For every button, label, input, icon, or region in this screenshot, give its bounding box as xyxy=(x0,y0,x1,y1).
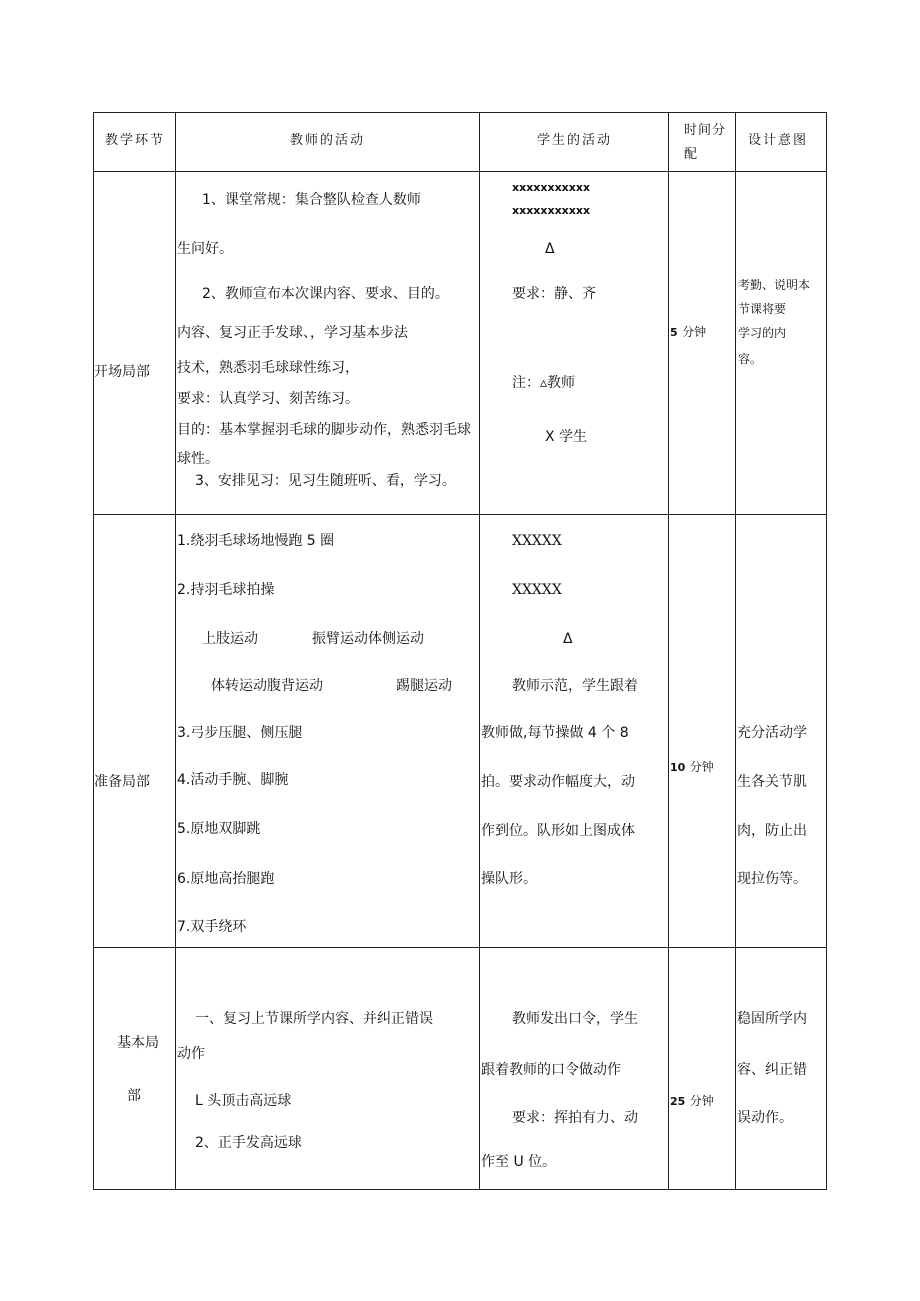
table-border-bottom xyxy=(93,1189,827,1190)
row2-student-line: 拍。要求动作幅度大，动 xyxy=(481,774,635,790)
column-divider-1 xyxy=(175,112,176,1190)
row1-student-legend: 注：▵教师 xyxy=(512,375,576,391)
row3-intent-line: 容、纠正错 xyxy=(737,1062,807,1078)
row1-time-unit: 分钟 xyxy=(682,325,707,339)
row2-teacher-line: 7.双手绕环 xyxy=(177,919,247,935)
table-border-top xyxy=(93,112,827,113)
row2-stage: 准备局部 xyxy=(94,774,150,790)
row2-student-line: 教师做,每节操做 4 个 8 xyxy=(481,725,629,741)
table-divider-row1 xyxy=(93,514,827,515)
row1-student-formation: xxxxxxxxxxx xyxy=(512,204,591,217)
row3-intent-line: 稳固所学内 xyxy=(737,1011,807,1027)
row1-teacher-line: 内容、复习正手发球、，学习基本步法 xyxy=(177,325,408,341)
row3-teacher-line: 2、正手发高远球 xyxy=(195,1135,302,1151)
row3-teacher-line: L 头顶击高远球 xyxy=(195,1093,292,1109)
row2-teacher-line: 上肢运动 xyxy=(202,631,258,647)
row2-time xyxy=(670,758,714,777)
row3-student-line: 作至 U 位。 xyxy=(481,1154,557,1170)
row1-time-num: 5 xyxy=(670,326,678,339)
column-divider-2 xyxy=(479,112,480,1190)
table-border-right xyxy=(826,112,827,1190)
row3-student-line: 要求：挥拍有力、动 xyxy=(512,1110,638,1126)
row3-time-num: 25 xyxy=(670,1095,686,1108)
row2-teacher-line: 6.原地高抬腿跑 xyxy=(177,871,275,887)
row3-student-line: 教师发出口令，学生 xyxy=(512,1011,638,1027)
row2-student-formation: XXXXX xyxy=(512,582,562,598)
row2-teacher-line: 4.活动手腕、脚腕 xyxy=(177,772,289,788)
row1-intent-line: 容。 xyxy=(738,352,763,366)
row3-teacher-line: 一、复习上节课所学内容、并纠正错误 xyxy=(195,1011,433,1027)
header-teacher-activity: 教师的活动 xyxy=(290,133,366,148)
table-divider-header xyxy=(93,171,827,172)
row1-teacher-line: 生问好。 xyxy=(177,241,233,257)
row1-teacher-line: 2、教师宣布本次课内容、要求、目的。 xyxy=(202,286,449,302)
row2-student-teacher-symbol: Δ xyxy=(563,631,573,647)
row1-teacher-line: 技术，熟悉羽毛球球性练习， xyxy=(177,360,359,376)
row1-teacher-line: 要求：认真学习、刻苦练习。 xyxy=(177,391,359,407)
row2-time-unit: 分钟 xyxy=(689,760,714,774)
row2-teacher-line: 踢腿运动 xyxy=(396,678,452,694)
row3-stage-line1: 基本局 xyxy=(117,1035,159,1051)
row1-stage: 开场局部 xyxy=(94,364,150,380)
row3-teacher-line: 动作 xyxy=(177,1046,205,1062)
row1-student-line: 要求：静、齐 xyxy=(512,286,596,302)
row3-time-unit: 分钟 xyxy=(689,1094,714,1108)
row2-teacher-line: 5.原地双脚跳 xyxy=(177,821,261,837)
row3-stage-line2: 部 xyxy=(127,1088,141,1104)
row2-time-num: 10 xyxy=(670,761,686,774)
row1-intent-line: 节课将要 xyxy=(738,302,787,316)
row2-student-line: 作到位。队形如上图成体 xyxy=(481,823,635,839)
row2-intent-line: 肉，防止出 xyxy=(737,823,807,839)
row1-time xyxy=(670,323,706,342)
row1-intent-line: 学习的内 xyxy=(738,326,787,340)
row2-student-line: 教师示范，学生跟着 xyxy=(512,678,638,694)
row1-student-legend: X 学生 xyxy=(545,429,588,445)
row2-intent-line: 充分活动学 xyxy=(737,725,807,741)
row2-teacher-line: 振臂运动体侧运动 xyxy=(312,631,424,647)
row3-time xyxy=(670,1092,714,1111)
row2-teacher-line: 3.弓步压腿、侧压腿 xyxy=(177,725,303,741)
row1-teacher-line: 3、安排见习：见习生随班听、看，学习。 xyxy=(195,473,456,489)
row1-student-teacher-symbol: Δ xyxy=(545,241,555,257)
row2-student-formation: XXXXX xyxy=(512,533,562,549)
row2-teacher-line: 1.绕羽毛球场地慢跑 5 圈 xyxy=(177,533,335,549)
row2-teacher-line: 体转运动腹背运动 xyxy=(211,678,323,694)
header-design-intent: 设计意图 xyxy=(748,133,809,148)
row2-intent-line: 生各关节肌 xyxy=(737,774,807,790)
table-border-left xyxy=(93,112,94,1190)
row2-student-line: 操队形。 xyxy=(481,871,537,887)
row2-teacher-line: 2.持羽毛球拍操 xyxy=(177,582,275,598)
row1-intent-line: 考勤、说明本 xyxy=(738,278,811,292)
header-time-line1: 时间分 xyxy=(684,123,727,138)
column-divider-3 xyxy=(668,112,669,1190)
row3-student-line: 跟着教师的口令做动作 xyxy=(481,1062,621,1078)
row1-teacher-line: 目的：基本掌握羽毛球的脚步动作，熟悉羽毛球 xyxy=(177,422,471,438)
column-divider-4 xyxy=(735,112,736,1190)
table-divider-row2 xyxy=(93,947,827,948)
row2-intent-line: 现拉伤等。 xyxy=(737,871,807,887)
row1-teacher-line: 球性。 xyxy=(177,451,219,467)
row3-intent-line: 误动作。 xyxy=(737,1110,793,1126)
header-student-activity: 学生的活动 xyxy=(537,133,613,148)
row1-student-formation: xxxxxxxxxxx xyxy=(512,181,591,194)
header-stage: 教学环节 xyxy=(105,133,166,148)
row1-teacher-line: 1、课堂常规：集合整队检查人数师 xyxy=(202,192,421,208)
header-time-line2: 配 xyxy=(684,147,700,162)
